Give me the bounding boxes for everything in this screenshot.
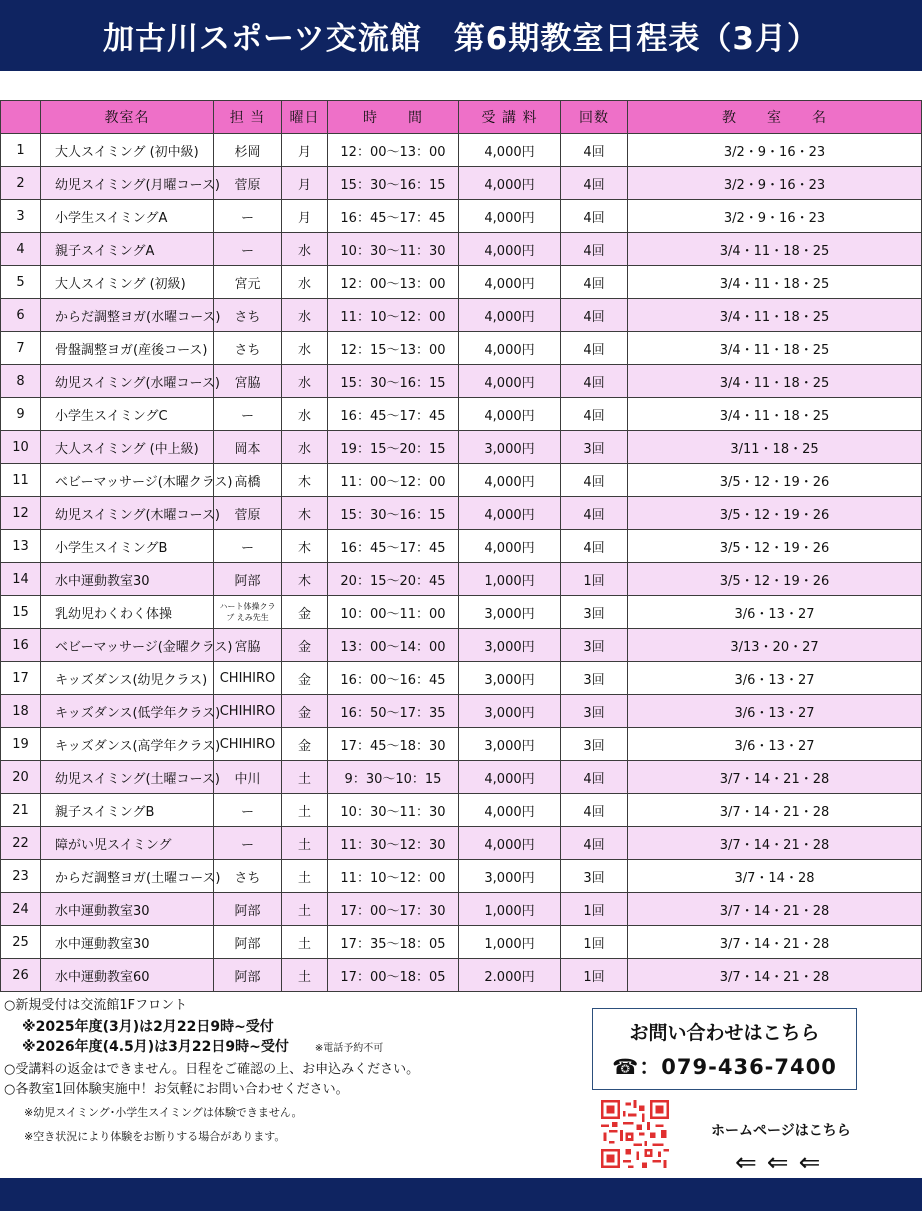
- day-cell: 水: [282, 299, 328, 332]
- teacher-cell: 宮元: [214, 266, 282, 299]
- teacher-cell: 阿部: [214, 959, 282, 992]
- fee-cell: 4,000円: [459, 398, 561, 431]
- day-cell: 金: [282, 629, 328, 662]
- class-name-cell: からだ調整ヨガ(土曜コース): [41, 860, 214, 893]
- row-number: 13: [1, 530, 41, 563]
- fee-cell: 4,000円: [459, 200, 561, 233]
- day-cell: 金: [282, 695, 328, 728]
- row-number: 22: [1, 827, 41, 860]
- dates-cell: 3/6・13・27: [628, 728, 922, 761]
- dates-cell: 3/7・14・28: [628, 860, 922, 893]
- row-number: 4: [1, 233, 41, 266]
- fee-cell: 4,000円: [459, 464, 561, 497]
- teacher-cell: 菅原: [214, 497, 282, 530]
- class-name-cell: 親子スイミングB: [41, 794, 214, 827]
- table-row: [1, 860, 922, 893]
- dates-cell: 3/5・12・19・26: [628, 464, 922, 497]
- dates-cell: 3/6・13・27: [628, 662, 922, 695]
- phone-icon: ☎: [612, 1054, 640, 1079]
- time-cell: 15：30～16：15: [328, 497, 459, 530]
- schedule-table: [0, 100, 922, 992]
- class-name-cell: 骨盤調整ヨガ(産後コース): [41, 332, 214, 365]
- teacher-cell: さち: [214, 860, 282, 893]
- day-cell: 木: [282, 530, 328, 563]
- row-number: 11: [1, 464, 41, 497]
- teacher-cell: ー: [214, 398, 282, 431]
- dates-cell: 3/7・14・21・28: [628, 794, 922, 827]
- class-name-cell: 障がい児スイミング: [41, 827, 214, 860]
- col-header-class-name: 教室名: [41, 101, 214, 134]
- count-cell: 4回: [561, 794, 628, 827]
- footer-bar: [0, 1178, 922, 1211]
- teacher-cell: 菅原: [214, 167, 282, 200]
- teacher-cell: ー: [214, 233, 282, 266]
- class-name-cell: キッズダンス(低学年クラス): [41, 695, 214, 728]
- note-trial-exclusion: ※幼児スイミング･小学生スイミングは体験できません。: [24, 1105, 303, 1119]
- count-cell: 3回: [561, 596, 628, 629]
- time-cell: 17：45～18：30: [328, 728, 459, 761]
- count-cell: 4回: [561, 464, 628, 497]
- class-name-cell: 幼児スイミング(水曜コース): [41, 365, 214, 398]
- dates-cell: 3/2・9・16・23: [628, 200, 922, 233]
- row-number: 24: [1, 893, 41, 926]
- fee-cell: 1,000円: [459, 563, 561, 596]
- time-cell: 16：45～17：45: [328, 200, 459, 233]
- note-reception: ○新規受付は交流館1Fフロント: [4, 998, 188, 1013]
- teacher-cell: 中川: [214, 761, 282, 794]
- count-cell: 3回: [561, 662, 628, 695]
- dates-cell: 3/7・14・21・28: [628, 761, 922, 794]
- teacher-cell: 杉岡: [214, 134, 282, 167]
- time-cell: 11：10～12：00: [328, 860, 459, 893]
- time-cell: 11：10～12：00: [328, 299, 459, 332]
- row-number: 9: [1, 398, 41, 431]
- fee-cell: 4,000円: [459, 530, 561, 563]
- time-cell: 11：30～12：30: [328, 827, 459, 860]
- table-row: [1, 233, 922, 266]
- count-cell: 4回: [561, 200, 628, 233]
- col-header-teacher: 担 当: [214, 101, 282, 134]
- count-cell: 4回: [561, 134, 628, 167]
- dates-cell: 3/4・11・18・25: [628, 299, 922, 332]
- teacher-cell: 阿部: [214, 893, 282, 926]
- table-row: [1, 365, 922, 398]
- class-name-cell: 幼児スイミング(木曜コース): [41, 497, 214, 530]
- count-cell: 3回: [561, 629, 628, 662]
- day-cell: 水: [282, 266, 328, 299]
- class-name-cell: 幼児スイミング(土曜コース): [41, 761, 214, 794]
- fee-cell: 4,000円: [459, 299, 561, 332]
- count-cell: 4回: [561, 299, 628, 332]
- time-cell: 9：30～10：15: [328, 761, 459, 794]
- class-name-cell: ベビーマッサージ(木曜クラス): [41, 464, 214, 497]
- fee-cell: 4,000円: [459, 167, 561, 200]
- teacher-cell: 高橋: [214, 464, 282, 497]
- col-header-fee: 受 講 料: [459, 101, 561, 134]
- time-cell: 17：00～17：30: [328, 893, 459, 926]
- table-row: [1, 563, 922, 596]
- class-name-cell: 幼児スイミング(月曜コース): [41, 167, 214, 200]
- time-cell: 11：00～12：00: [328, 464, 459, 497]
- qr-code-icon[interactable]: [601, 1100, 669, 1168]
- count-cell: 3回: [561, 431, 628, 464]
- fee-cell: 4,000円: [459, 827, 561, 860]
- time-cell: 10：30～11：30: [328, 794, 459, 827]
- count-cell: 1回: [561, 563, 628, 596]
- fee-cell: 4,000円: [459, 332, 561, 365]
- day-cell: 金: [282, 596, 328, 629]
- note-no-refund: ○受講料の返金はできません。日程をご確認の上、お申込みください。: [4, 1061, 420, 1077]
- time-cell: 10：30～11：30: [328, 233, 459, 266]
- table-header-row: [1, 101, 922, 134]
- class-name-cell: 水中運動教室30: [41, 926, 214, 959]
- table-row: [1, 200, 922, 233]
- table-row: [1, 332, 922, 365]
- table-row: [1, 761, 922, 794]
- class-name-cell: 大人スイミング (中上級): [41, 431, 214, 464]
- contact-phone[interactable]: [612, 1051, 837, 1081]
- fee-cell: 3,000円: [459, 728, 561, 761]
- class-name-cell: 親子スイミングA: [41, 233, 214, 266]
- table-row: [1, 530, 922, 563]
- dates-cell: 3/5・12・19・26: [628, 563, 922, 596]
- fee-cell: 1,000円: [459, 893, 561, 926]
- time-cell: 15：30～16：15: [328, 365, 459, 398]
- fee-cell: 4,000円: [459, 497, 561, 530]
- table-row: [1, 464, 922, 497]
- contact-box: [592, 1008, 857, 1090]
- teacher-cell: CHIHIRO: [214, 662, 282, 695]
- col-header-time: 時 間: [328, 101, 459, 134]
- fee-cell: 3,000円: [459, 695, 561, 728]
- count-cell: 1回: [561, 893, 628, 926]
- time-cell: 13：00～14：00: [328, 629, 459, 662]
- teacher-cell: 阿部: [214, 563, 282, 596]
- class-name-cell: 小学生スイミングA: [41, 200, 214, 233]
- table-row: [1, 497, 922, 530]
- dates-cell: 3/4・11・18・25: [628, 398, 922, 431]
- table-row: [1, 794, 922, 827]
- count-cell: 3回: [561, 728, 628, 761]
- count-cell: 4回: [561, 167, 628, 200]
- page-header: [0, 0, 922, 71]
- day-cell: 金: [282, 662, 328, 695]
- row-number: 19: [1, 728, 41, 761]
- fee-cell: 4,000円: [459, 794, 561, 827]
- class-name-cell: 小学生スイミングB: [41, 530, 214, 563]
- class-name-cell: 大人スイミング (初級): [41, 266, 214, 299]
- class-name-cell: 大人スイミング (初中級): [41, 134, 214, 167]
- day-cell: 水: [282, 233, 328, 266]
- row-number: 16: [1, 629, 41, 662]
- fee-cell: 3,000円: [459, 860, 561, 893]
- time-cell: 17：00～18：05: [328, 959, 459, 992]
- time-cell: 16：45～17：45: [328, 530, 459, 563]
- time-cell: 20：15～20：45: [328, 563, 459, 596]
- day-cell: 金: [282, 728, 328, 761]
- dates-cell: 3/5・12・19・26: [628, 497, 922, 530]
- row-number: 1: [1, 134, 41, 167]
- teacher-cell: ー: [214, 200, 282, 233]
- class-name-cell: キッズダンス(幼児クラス): [41, 662, 214, 695]
- teacher-cell: ハート体操クラブ えみ先生: [214, 596, 282, 629]
- class-name-cell: キッズダンス(高学年クラス): [41, 728, 214, 761]
- note-trial-decline: ※空き状況により体験をお断りする場合があります。: [24, 1129, 286, 1143]
- day-cell: 水: [282, 398, 328, 431]
- table-row: [1, 266, 922, 299]
- teacher-cell: 宮脇: [214, 365, 282, 398]
- row-number: 17: [1, 662, 41, 695]
- time-cell: 16：00～16：45: [328, 662, 459, 695]
- fee-cell: 4,000円: [459, 266, 561, 299]
- dates-cell: 3/7・14・21・28: [628, 959, 922, 992]
- row-number: 15: [1, 596, 41, 629]
- row-number: 23: [1, 860, 41, 893]
- count-cell: 4回: [561, 233, 628, 266]
- row-number: 20: [1, 761, 41, 794]
- fee-cell: 3,000円: [459, 629, 561, 662]
- dates-cell: 3/4・11・18・25: [628, 365, 922, 398]
- dates-cell: 3/4・11・18・25: [628, 266, 922, 299]
- table-row: [1, 629, 922, 662]
- class-name-cell: ベビーマッサージ(金曜クラス): [41, 629, 214, 662]
- row-number: 10: [1, 431, 41, 464]
- count-cell: 4回: [561, 266, 628, 299]
- class-name-cell: 水中運動教室30: [41, 563, 214, 596]
- day-cell: 木: [282, 497, 328, 530]
- fee-cell: 4,000円: [459, 365, 561, 398]
- dates-cell: 3/2・9・16・23: [628, 167, 922, 200]
- contact-title: お問い合わせはこちら: [629, 1021, 820, 1044]
- teacher-cell: ー: [214, 827, 282, 860]
- class-name-cell: 水中運動教室60: [41, 959, 214, 992]
- day-cell: 月: [282, 167, 328, 200]
- dates-cell: 3/7・14・21・28: [628, 926, 922, 959]
- count-cell: 4回: [561, 761, 628, 794]
- dates-cell: 3/6・13・27: [628, 596, 922, 629]
- teacher-cell: 阿部: [214, 926, 282, 959]
- dates-cell: 3/11・18・25: [628, 431, 922, 464]
- fee-cell: 2.000円: [459, 959, 561, 992]
- day-cell: 月: [282, 134, 328, 167]
- row-number: 26: [1, 959, 41, 992]
- table-row: [1, 299, 922, 332]
- page-title: 加古川スポーツ交流館 第6期教室日程表（3月）: [103, 21, 819, 57]
- class-name-cell: 水中運動教室30: [41, 893, 214, 926]
- notes-section: [4, 996, 584, 1149]
- day-cell: 土: [282, 794, 328, 827]
- count-cell: 4回: [561, 530, 628, 563]
- table-row: [1, 893, 922, 926]
- row-number: 21: [1, 794, 41, 827]
- table-row: [1, 695, 922, 728]
- fee-cell: 4,000円: [459, 761, 561, 794]
- col-header-day: 曜日: [282, 101, 328, 134]
- row-number: 12: [1, 497, 41, 530]
- count-cell: 1回: [561, 959, 628, 992]
- time-cell: 12：15～13：00: [328, 332, 459, 365]
- day-cell: 土: [282, 959, 328, 992]
- fee-cell: 4,000円: [459, 134, 561, 167]
- day-cell: 木: [282, 464, 328, 497]
- table-row: [1, 926, 922, 959]
- table-row: [1, 728, 922, 761]
- count-cell: 1回: [561, 926, 628, 959]
- time-cell: 15：30～16：15: [328, 167, 459, 200]
- table-row: [1, 662, 922, 695]
- left-arrows-icon: ⇐⇐⇐: [735, 1148, 831, 1178]
- row-number: 25: [1, 926, 41, 959]
- teacher-cell: ー: [214, 530, 282, 563]
- table-row: [1, 596, 922, 629]
- day-cell: 土: [282, 761, 328, 794]
- row-number: 14: [1, 563, 41, 596]
- dates-cell: 3/4・11・18・25: [628, 332, 922, 365]
- table-row: [1, 134, 922, 167]
- dates-cell: 3/4・11・18・25: [628, 233, 922, 266]
- day-cell: 月: [282, 200, 328, 233]
- teacher-cell: さち: [214, 332, 282, 365]
- note-2025-reception: ※2025年度(3月)は2月22日9時~受付: [22, 1018, 274, 1035]
- time-cell: 16：50～17：35: [328, 695, 459, 728]
- day-cell: 水: [282, 332, 328, 365]
- table-row: [1, 959, 922, 992]
- count-cell: 4回: [561, 398, 628, 431]
- count-cell: 4回: [561, 365, 628, 398]
- table-row: [1, 431, 922, 464]
- time-cell: 19：15～20：15: [328, 431, 459, 464]
- day-cell: 土: [282, 926, 328, 959]
- fee-cell: 3,000円: [459, 662, 561, 695]
- count-cell: 4回: [561, 827, 628, 860]
- count-cell: 4回: [561, 497, 628, 530]
- fee-cell: 1,000円: [459, 926, 561, 959]
- table-row: [1, 398, 922, 431]
- day-cell: 土: [282, 893, 328, 926]
- day-cell: 水: [282, 431, 328, 464]
- note-2026-reception: ※2026年度(4.5月)は3月22日9時~受付 ※電話予約不可: [22, 1039, 384, 1055]
- teacher-cell: さち: [214, 299, 282, 332]
- row-number: 2: [1, 167, 41, 200]
- dates-cell: 3/2・9・16・23: [628, 134, 922, 167]
- fee-cell: 3,000円: [459, 596, 561, 629]
- homepage-label[interactable]: ホームページはこちら: [711, 1123, 851, 1139]
- dates-cell: 3/7・14・21・28: [628, 893, 922, 926]
- note-trial: ○各教室1回体験実施中！お気軽にお問い合わせください。: [4, 1082, 349, 1097]
- dates-cell: 3/7・14・21・28: [628, 827, 922, 860]
- teacher-cell: 岡本: [214, 431, 282, 464]
- teacher-cell: ー: [214, 794, 282, 827]
- count-cell: 3回: [561, 695, 628, 728]
- count-cell: 4回: [561, 332, 628, 365]
- day-cell: 木: [282, 563, 328, 596]
- row-number: 7: [1, 332, 41, 365]
- time-cell: 16：45～17：45: [328, 398, 459, 431]
- day-cell: 土: [282, 860, 328, 893]
- col-header-dates: 教 室 名: [628, 101, 922, 134]
- class-name-cell: 乳幼児わくわく体操: [41, 596, 214, 629]
- row-number: 5: [1, 266, 41, 299]
- dates-cell: 3/5・12・19・26: [628, 530, 922, 563]
- fee-cell: 4,000円: [459, 233, 561, 266]
- teacher-cell: 宮脇: [214, 629, 282, 662]
- table-body: [1, 134, 922, 992]
- class-name-cell: からだ調整ヨガ(水曜コース): [41, 299, 214, 332]
- table-row: [1, 827, 922, 860]
- note-no-phone: ※電話予約不可: [314, 1043, 384, 1054]
- fee-cell: 3,000円: [459, 431, 561, 464]
- col-header-count: 回数: [561, 101, 628, 134]
- teacher-cell: CHIHIRO: [214, 695, 282, 728]
- row-number: 8: [1, 365, 41, 398]
- day-cell: 土: [282, 827, 328, 860]
- time-cell: 10：00～11：00: [328, 596, 459, 629]
- count-cell: 3回: [561, 860, 628, 893]
- dates-cell: 3/6・13・27: [628, 695, 922, 728]
- row-number: 6: [1, 299, 41, 332]
- time-cell: 12：00～13：00: [328, 266, 459, 299]
- time-cell: 17：35～18：05: [328, 926, 459, 959]
- time-cell: 12：00～13：00: [328, 134, 459, 167]
- teacher-cell: CHIHIRO: [214, 728, 282, 761]
- table-row: [1, 167, 922, 200]
- class-name-cell: 小学生スイミングC: [41, 398, 214, 431]
- day-cell: 水: [282, 365, 328, 398]
- row-number: 18: [1, 695, 41, 728]
- col-header-number: [1, 101, 41, 134]
- dates-cell: 3/13・20・27: [628, 629, 922, 662]
- phone-number: ：079-436-7400: [639, 1054, 837, 1079]
- row-number: 3: [1, 200, 41, 233]
